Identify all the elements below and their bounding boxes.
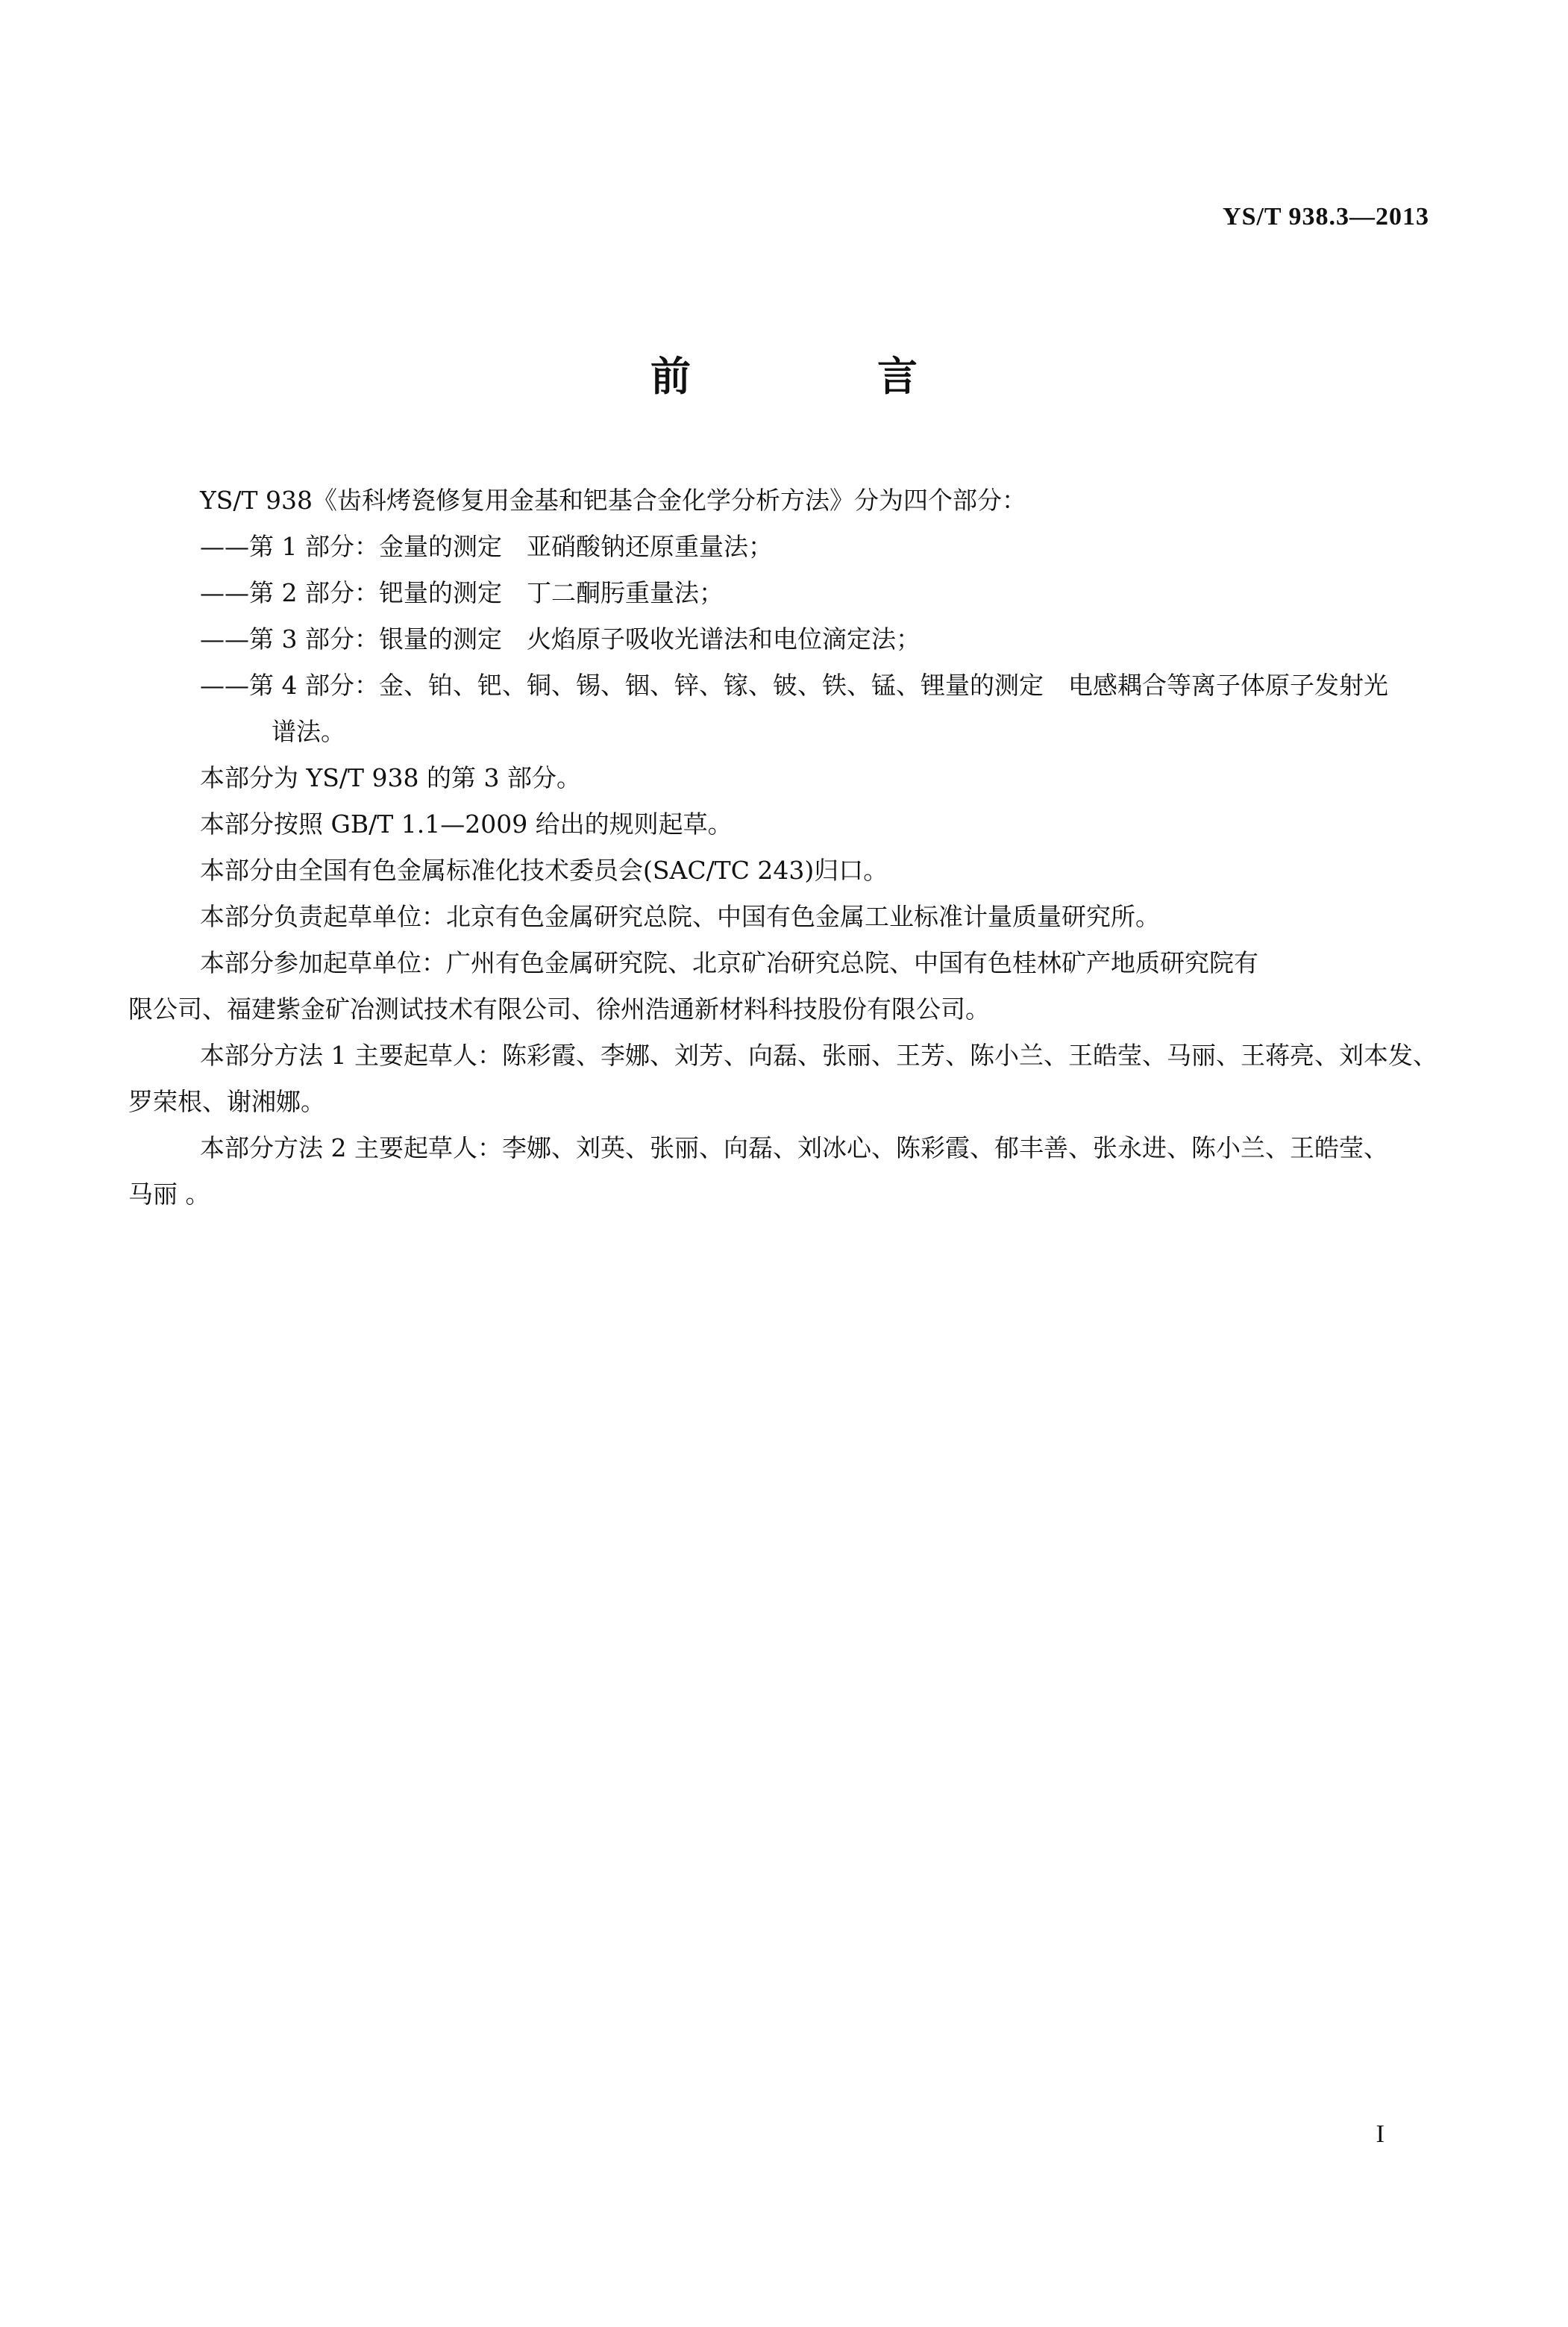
intro-paragraph: YS/T 938《齿科烤瓷修复用金基和钯基合金化学分析方法》分为四个部分： <box>200 486 1026 515</box>
paragraph-method-2-drafters-cont: 马丽 。 <box>128 1180 210 1209</box>
paragraph-participating-units-cont: 限公司、福建紫金矿冶测试技术有限公司、徐州浩通新材料科技股份有限公司。 <box>128 995 990 1024</box>
list-item-text: 第 2 部分：钯量的测定 丁二酮肟重量法； <box>249 578 724 607</box>
list-dash: —— <box>200 671 249 700</box>
list-item-part-2 <box>128 570 1426 616</box>
paragraph-method-1-drafters-cont: 罗荣根、谢湘娜。 <box>128 1087 325 1116</box>
list-item-part-4 <box>128 663 1426 709</box>
list-item-text: 第 3 部分：银量的测定 火焰原子吸收光谱法和电位滴定法； <box>249 624 921 654</box>
document-body <box>128 477 1437 1218</box>
paragraph-drafting-rules: 本部分按照 GB/T 1.1—2009 给出的规则起草。 <box>200 809 733 839</box>
paragraph-part-of: 本部分为 YS/T 938 的第 3 部分。 <box>200 763 581 792</box>
paragraph-method-1-drafters: 本部分方法 1 主要起草人：陈彩霞、李娜、刘芳、向磊、张丽、王芳、陈小兰、王皓莹、马丽、王蒋亮、刘本发、 <box>200 1041 1437 1070</box>
standard-code: YS/T 938.3—2013 <box>1223 203 1429 231</box>
paragraph-committee: 本部分由全国有色金属标准化技术委员会(SAC/TC 243)归口。 <box>200 856 888 885</box>
paragraph-lead-drafters: 本部分负责起草单位：北京有色金属研究总院、中国有色金属工业标准计量质量研究所。 <box>200 902 1160 931</box>
list-item-part-3 <box>128 616 1426 663</box>
list-item-part-1 <box>128 524 1426 570</box>
list-item-part-4-continuation: 谱法。 <box>272 717 345 746</box>
list-dash: —— <box>200 532 249 561</box>
page-title: 前 言 <box>650 353 991 400</box>
list-dash: —— <box>200 624 249 654</box>
page-number: I <box>1376 2120 1384 2148</box>
list-item-text: 第 1 部分：金量的测定 亚硝酸钠还原重量法； <box>249 532 773 561</box>
list-dash: —— <box>200 578 249 607</box>
list-item-text: 第 4 部分：金、铂、钯、铜、锡、铟、锌、镓、铍、铁、锰、锂量的测定 电感耦合等离子体原子发射光 <box>249 671 1388 700</box>
paragraph-participating-units: 本部分参加起草单位：广州有色金属研究院、北京矿冶研究总院、中国有色桂林矿产地质研究院有 <box>200 948 1258 977</box>
paragraph-method-2-drafters: 本部分方法 2 主要起草人：李娜、刘英、张丽、向磊、刘冰心、陈彩霞、郁丰善、张永进、陈小兰、王皓莹、 <box>200 1133 1388 1162</box>
